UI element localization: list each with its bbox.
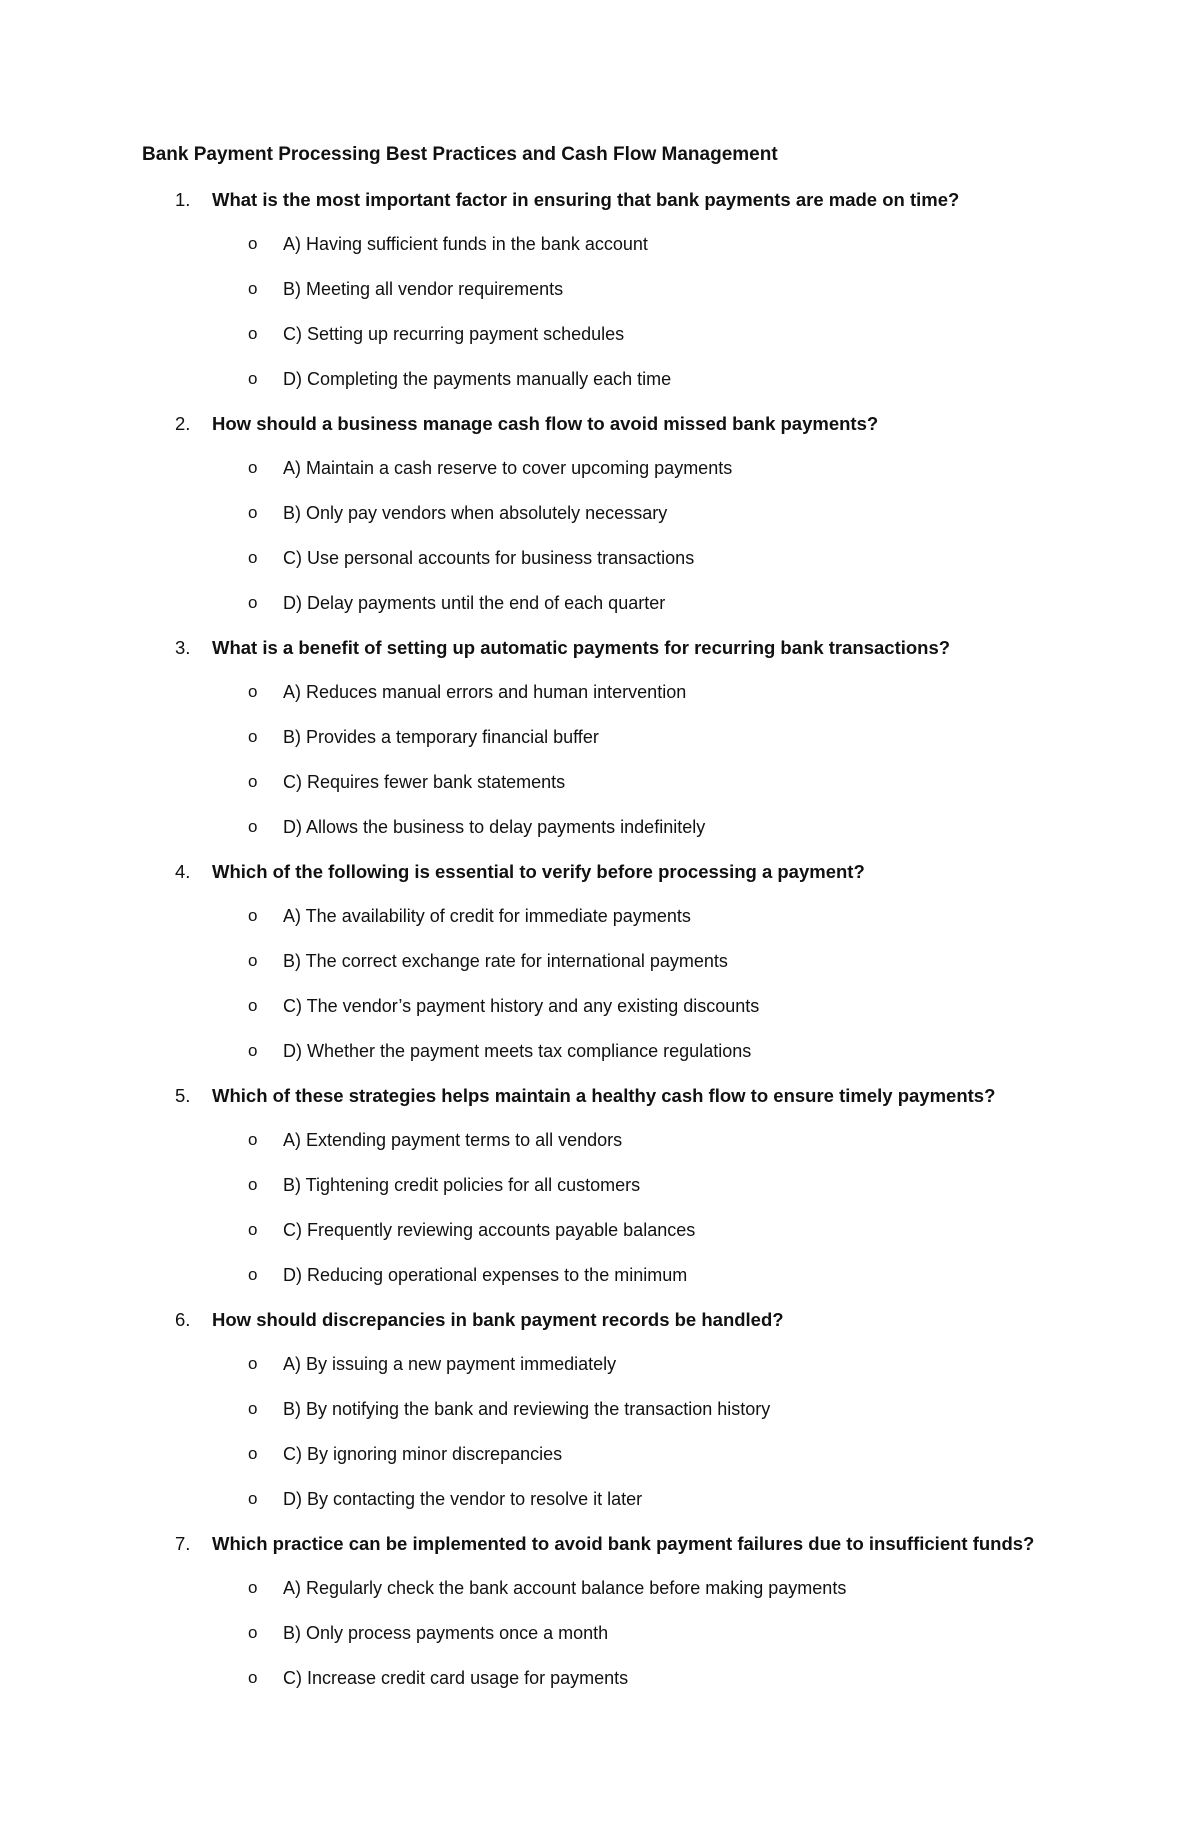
question-text: How should a business manage cash flow to avoid missed bank payments? bbox=[212, 413, 879, 434]
option-text: A) Having sufficient funds in the bank account bbox=[283, 234, 648, 254]
bullet-icon: o bbox=[248, 324, 258, 343]
question-text: Which of the following is essential to verify before processing a payment? bbox=[212, 861, 865, 882]
option-text: C) Use personal accounts for business transactions bbox=[283, 548, 695, 568]
question-2 bbox=[0, 412, 1200, 636]
question-header bbox=[0, 1532, 1200, 1576]
answer-option bbox=[0, 770, 1200, 815]
bullet-icon: o bbox=[248, 1041, 258, 1060]
option-text: D) By contacting the vendor to resolve it later bbox=[283, 1489, 643, 1509]
question-1 bbox=[0, 188, 1200, 412]
option-text: C) Frequently reviewing accounts payable balances bbox=[283, 1220, 696, 1240]
answer-option bbox=[0, 1487, 1200, 1532]
option-text: B) The correct exchange rate for international payments bbox=[283, 951, 728, 971]
question-number: 3. bbox=[175, 637, 191, 658]
answer-option bbox=[0, 1397, 1200, 1442]
bullet-icon: o bbox=[248, 458, 258, 477]
answer-option bbox=[0, 456, 1200, 501]
answer-option bbox=[0, 725, 1200, 770]
answer-option bbox=[0, 1666, 1200, 1711]
question-header bbox=[0, 860, 1200, 904]
answer-option bbox=[0, 1621, 1200, 1666]
answer-option bbox=[0, 546, 1200, 591]
option-text: B) Tightening credit policies for all customers bbox=[283, 1175, 641, 1195]
bullet-icon: o bbox=[248, 279, 258, 298]
bullet-icon: o bbox=[248, 1668, 258, 1687]
bullet-icon: o bbox=[248, 234, 258, 253]
option-text: B) Meeting all vendor requirements bbox=[283, 279, 564, 299]
question-text: How should discrepancies in bank payment records be handled? bbox=[212, 1309, 784, 1330]
answer-option bbox=[0, 994, 1200, 1039]
bullet-icon: o bbox=[248, 1399, 258, 1418]
option-text: D) Completing the payments manually each time bbox=[283, 369, 672, 389]
question-3 bbox=[0, 636, 1200, 860]
answer-option bbox=[0, 1128, 1200, 1173]
option-text: D) Whether the payment meets tax compliance regulations bbox=[283, 1041, 752, 1061]
question-number: 7. bbox=[175, 1533, 191, 1554]
question-6 bbox=[0, 1308, 1200, 1532]
answer-option bbox=[0, 277, 1200, 322]
question-header bbox=[0, 636, 1200, 680]
option-text: A) Maintain a cash reserve to cover upcoming payments bbox=[283, 458, 733, 478]
document-title: Bank Payment Processing Best Practices and Cash Flow Management bbox=[142, 144, 778, 165]
option-text: D) Allows the business to delay payments indefinitely bbox=[283, 817, 706, 837]
answer-option bbox=[0, 591, 1200, 636]
answer-option bbox=[0, 1039, 1200, 1084]
answer-option bbox=[0, 322, 1200, 367]
question-4 bbox=[0, 860, 1200, 1084]
option-text: A) By issuing a new payment immediately bbox=[283, 1354, 617, 1374]
question-header bbox=[0, 188, 1200, 232]
option-text: A) The availability of credit for immediate payments bbox=[283, 906, 691, 926]
bullet-icon: o bbox=[248, 817, 258, 836]
bullet-icon: o bbox=[248, 1489, 258, 1508]
question-header bbox=[0, 412, 1200, 456]
option-text: C) Requires fewer bank statements bbox=[283, 772, 566, 792]
bullet-icon: o bbox=[248, 1578, 258, 1597]
option-text: B) Provides a temporary financial buffer bbox=[283, 727, 599, 747]
question-number: 1. bbox=[175, 189, 191, 210]
option-text: D) Delay payments until the end of each quarter bbox=[283, 593, 666, 613]
question-number: 6. bbox=[175, 1309, 191, 1330]
answer-option bbox=[0, 1218, 1200, 1263]
option-text: C) By ignoring minor discrepancies bbox=[283, 1444, 563, 1464]
answer-option bbox=[0, 949, 1200, 994]
question-7 bbox=[0, 1532, 1200, 1756]
option-text: A) Extending payment terms to all vendors bbox=[283, 1130, 623, 1150]
answer-option bbox=[0, 680, 1200, 725]
answer-option bbox=[0, 1576, 1200, 1621]
bullet-icon: o bbox=[248, 593, 258, 612]
option-text: B) Only process payments once a month bbox=[283, 1623, 609, 1643]
bullet-icon: o bbox=[248, 727, 258, 746]
answer-option bbox=[0, 501, 1200, 546]
option-text: B) Only pay vendors when absolutely necessary bbox=[283, 503, 668, 523]
bullet-icon: o bbox=[248, 1444, 258, 1463]
answer-option bbox=[0, 367, 1200, 412]
answer-option bbox=[0, 232, 1200, 277]
bullet-icon: o bbox=[248, 1130, 258, 1149]
question-number: 4. bbox=[175, 861, 191, 882]
answer-option bbox=[0, 1442, 1200, 1487]
answer-option bbox=[0, 1352, 1200, 1397]
bullet-icon: o bbox=[248, 1354, 258, 1373]
option-text: B) By notifying the bank and reviewing the transaction history bbox=[283, 1399, 771, 1419]
option-text: A) Reduces manual errors and human intervention bbox=[283, 682, 687, 702]
bullet-icon: o bbox=[248, 772, 258, 791]
question-number: 2. bbox=[175, 413, 191, 434]
question-5 bbox=[0, 1084, 1200, 1308]
answer-option bbox=[0, 904, 1200, 949]
bullet-icon: o bbox=[248, 503, 258, 522]
answer-option bbox=[0, 1263, 1200, 1308]
bullet-icon: o bbox=[248, 1175, 258, 1194]
question-list bbox=[0, 188, 1200, 1756]
option-text: C) Setting up recurring payment schedules bbox=[283, 324, 625, 344]
bullet-icon: o bbox=[248, 951, 258, 970]
bullet-icon: o bbox=[248, 369, 258, 388]
bullet-icon: o bbox=[248, 1220, 258, 1239]
bullet-icon: o bbox=[248, 548, 258, 567]
option-text: C) The vendor’s payment history and any existing discounts bbox=[283, 996, 760, 1016]
question-header bbox=[0, 1084, 1200, 1128]
question-number: 5. bbox=[175, 1085, 191, 1106]
option-text: C) Increase credit card usage for payments bbox=[283, 1668, 629, 1688]
bullet-icon: o bbox=[248, 1623, 258, 1642]
bullet-icon: o bbox=[248, 682, 258, 701]
question-text: What is the most important factor in ensuring that bank payments are made on time? bbox=[212, 189, 960, 210]
question-header bbox=[0, 1308, 1200, 1352]
bullet-icon: o bbox=[248, 1265, 258, 1284]
answer-option bbox=[0, 1173, 1200, 1218]
question-text: What is a benefit of setting up automatic payments for recurring bank transactions? bbox=[212, 637, 951, 658]
option-text: D) Reducing operational expenses to the minimum bbox=[283, 1265, 688, 1285]
option-text: A) Regularly check the bank account balance before making payments bbox=[283, 1578, 847, 1598]
bullet-icon: o bbox=[248, 996, 258, 1015]
question-text: Which practice can be implemented to avoid bank payment failures due to insufficient funds? bbox=[212, 1533, 1035, 1554]
question-text: Which of these strategies helps maintain a healthy cash flow to ensure timely payments? bbox=[212, 1085, 996, 1106]
bullet-icon: o bbox=[248, 906, 258, 925]
answer-option bbox=[0, 815, 1200, 860]
